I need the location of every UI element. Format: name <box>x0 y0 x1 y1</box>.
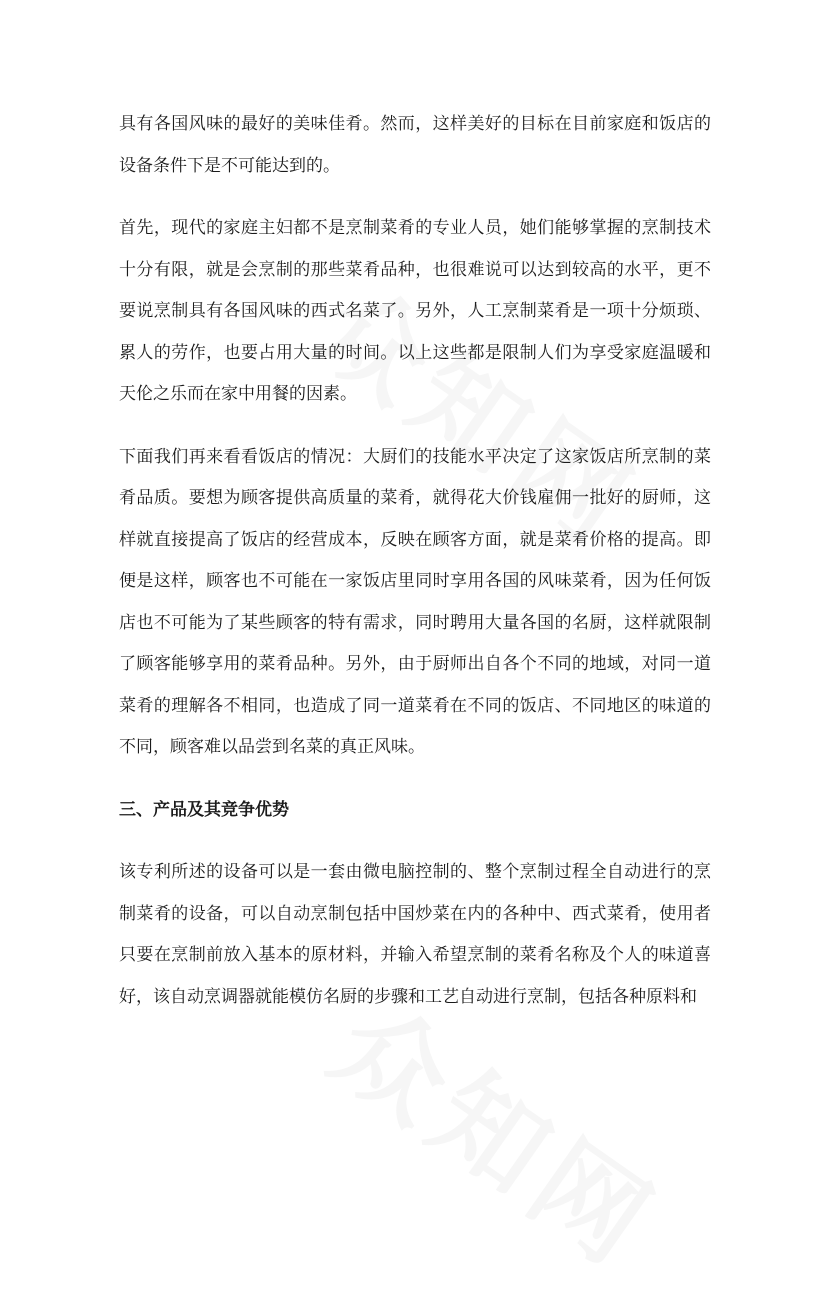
paragraph-2: 首先，现代的家庭主妇都不是烹制菜肴的专业人员，她们能够掌握的烹制技术十分有限，就是会烹制的那些菜肴品种，也很难说可以达到较高的水平，更不要说烹制具有各国风味的西式名菜了。另外，人工烹制菜肴是一项十分烦琐、累人的劳作，也要占用大量的时间。以上这些都是限制人们为享受家庭温暖和天伦之乐而在家中用餐的因素。 <box>119 218 711 404</box>
paragraph-3: 下面我们再来看看饭店的情况：大厨们的技能水平决定了这家饭店所烹制的菜肴品质。要想为顾客提供高质量的菜肴，就得花大价钱雇佣一批好的厨师，这样就直接提高了饭店的经营成本，反映在顾客方面，就是菜肴价格的提高。即便是这样，顾客也不可能在一家饭店里同时享用各国的风味菜肴，因为任何饭店也不可能为了某些顾客的特有需求，同时聘用大量各国的名厨，这样就限制了顾客能够享用的菜肴品种。另外，由于厨师出自各个不同的地域，对同一道菜肴的理解各不相同，也造成了同一道菜肴在不同的饭店、不同地区的味道的不同，顾客难以品尝到名菜的真正风味。 <box>119 446 711 757</box>
document-body <box>119 104 711 1018</box>
paragraph-1: 具有各国风味的最好的美味佳肴。然而，这样美好的目标在目前家庭和饭店的设备条件下是不可能达到的。 <box>119 114 711 176</box>
paragraph-4: 该专利所述的设备可以是一套由微电脑控制的、整个烹制过程全自动进行的烹制菜肴的设备，可以自动烹制包括中国炒菜在内的各种中、西式菜肴，使用者只要在烹制前放入基本的原材料，并输入希望烹制的菜肴名称及个人的味道喜好，该自动烹调器就能模仿名厨的步骤和工艺自动进行烹制，包括各种原料和 <box>119 862 711 1007</box>
section-heading: 三、产品及其竞争优势 <box>119 799 289 820</box>
